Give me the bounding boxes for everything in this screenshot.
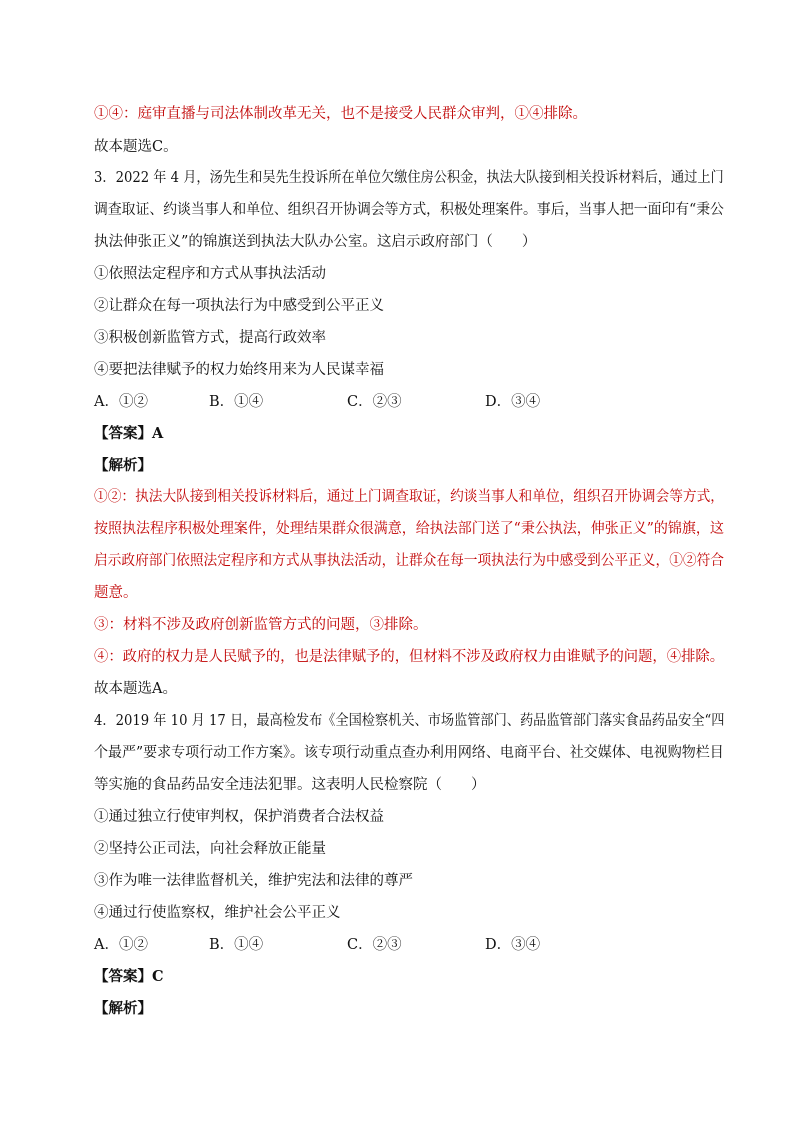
q3-analysis-p3: ④：政府的权力是人民赋予的，也是法律赋予的，但材料不涉及政府权力由谁赋予的问题，④排除。 bbox=[94, 649, 725, 665]
q4-statement-1: ①通过独立行使审判权，保护消费者合法权益 bbox=[94, 809, 384, 825]
q4-stem-line-2: 个最严”要求专项行动工作方案》。该专项行动重点查办利用网络、电商平台、社交媒体、电视购物栏目 bbox=[94, 745, 724, 761]
q2-analysis-line: ①④：庭审直播与司法体制改革无关，也不是接受人民群众审判，①④排除。 bbox=[94, 106, 587, 122]
q3-option-b: B．①④ bbox=[209, 394, 264, 410]
q4-option-b: B．①④ bbox=[209, 937, 264, 953]
q3-stem-line-3: 执法伸张正义”的锦旗送到执法大队办公室。这启示政府部门（ ） bbox=[94, 234, 537, 250]
q3-analysis-p1-line-3: 启示政府部门依照法定程序和方式从事执法活动，让群众在每一项执法行为中感受到公平正义，①②符合 bbox=[94, 553, 724, 569]
q4-statement-2: ②坚持公正司法，向社会释放正能量 bbox=[94, 841, 326, 857]
q3-option-a: A．①② bbox=[94, 394, 148, 410]
q4-analysis-label: 【解析】 bbox=[94, 1000, 152, 1017]
q3-stem-line-1: 3．2022 年 4 月，汤先生和吴先生投诉所在单位欠缴住房公积金，执法大队接到相关投诉材料后，通过上门 bbox=[94, 170, 724, 186]
q4-stem-line-3: 等实施的食品药品安全违法犯罪。这表明人民检察院（ ） bbox=[94, 777, 486, 793]
q3-conclusion: 故本题选A。 bbox=[94, 681, 177, 697]
q3-analysis-p1-line-4: 题意。 bbox=[94, 585, 138, 601]
q3-analysis-p2: ③：材料不涉及政府创新监管方式的问题，③排除。 bbox=[94, 617, 428, 633]
q3-statement-1: ①依照法定程序和方式从事执法活动 bbox=[94, 266, 326, 282]
q4-option-a: A．①② bbox=[94, 937, 148, 953]
q3-statement-4: ④要把法律赋予的权力始终用来为人民谋幸福 bbox=[94, 362, 384, 378]
q4-option-c: C．②③ bbox=[347, 937, 402, 953]
q3-option-c: C．②③ bbox=[347, 394, 402, 410]
q4-stem-line-1: 4．2019 年 10 月 17 日，最高检发布《全国检察机关、市场监管部门、药品监管部门落实食品药品安全“四 bbox=[94, 713, 725, 729]
q3-statement-2: ②让群众在每一项执法行为中感受到公平正义 bbox=[94, 298, 384, 314]
q4-statement-4: ④通过行使监察权，维护社会公平正义 bbox=[94, 905, 341, 921]
q3-analysis-label: 【解析】 bbox=[94, 457, 152, 474]
q2-conclusion: 故本题选C。 bbox=[94, 139, 178, 155]
q3-answer: 【答案】A bbox=[94, 425, 164, 442]
q3-option-d: D．③④ bbox=[485, 394, 541, 410]
q4-statement-3: ③作为唯一法律监督机关，维护宪法和法律的尊严 bbox=[94, 873, 413, 889]
q3-analysis-p1-line-1: ①②：执法大队接到相关投诉材料后，通过上门调查取证，约谈当事人和单位，组织召开协调会等方式， bbox=[94, 489, 724, 505]
q3-stem-line-2: 调查取证、约谈当事人和单位、组织召开协调会等方式，积极处理案件。事后，当事人把一面印有“秉公 bbox=[94, 202, 724, 218]
q3-analysis-p1-line-2: 按照执法程序积极处理案件，处理结果群众很满意，给执法部门送了“秉公执法，伸张正义”的锦旗，这 bbox=[94, 521, 724, 537]
q3-statement-3: ③积极创新监管方式，提高行政效率 bbox=[94, 330, 326, 346]
q4-option-d: D．③④ bbox=[485, 937, 541, 953]
q4-answer: 【答案】C bbox=[94, 968, 164, 985]
